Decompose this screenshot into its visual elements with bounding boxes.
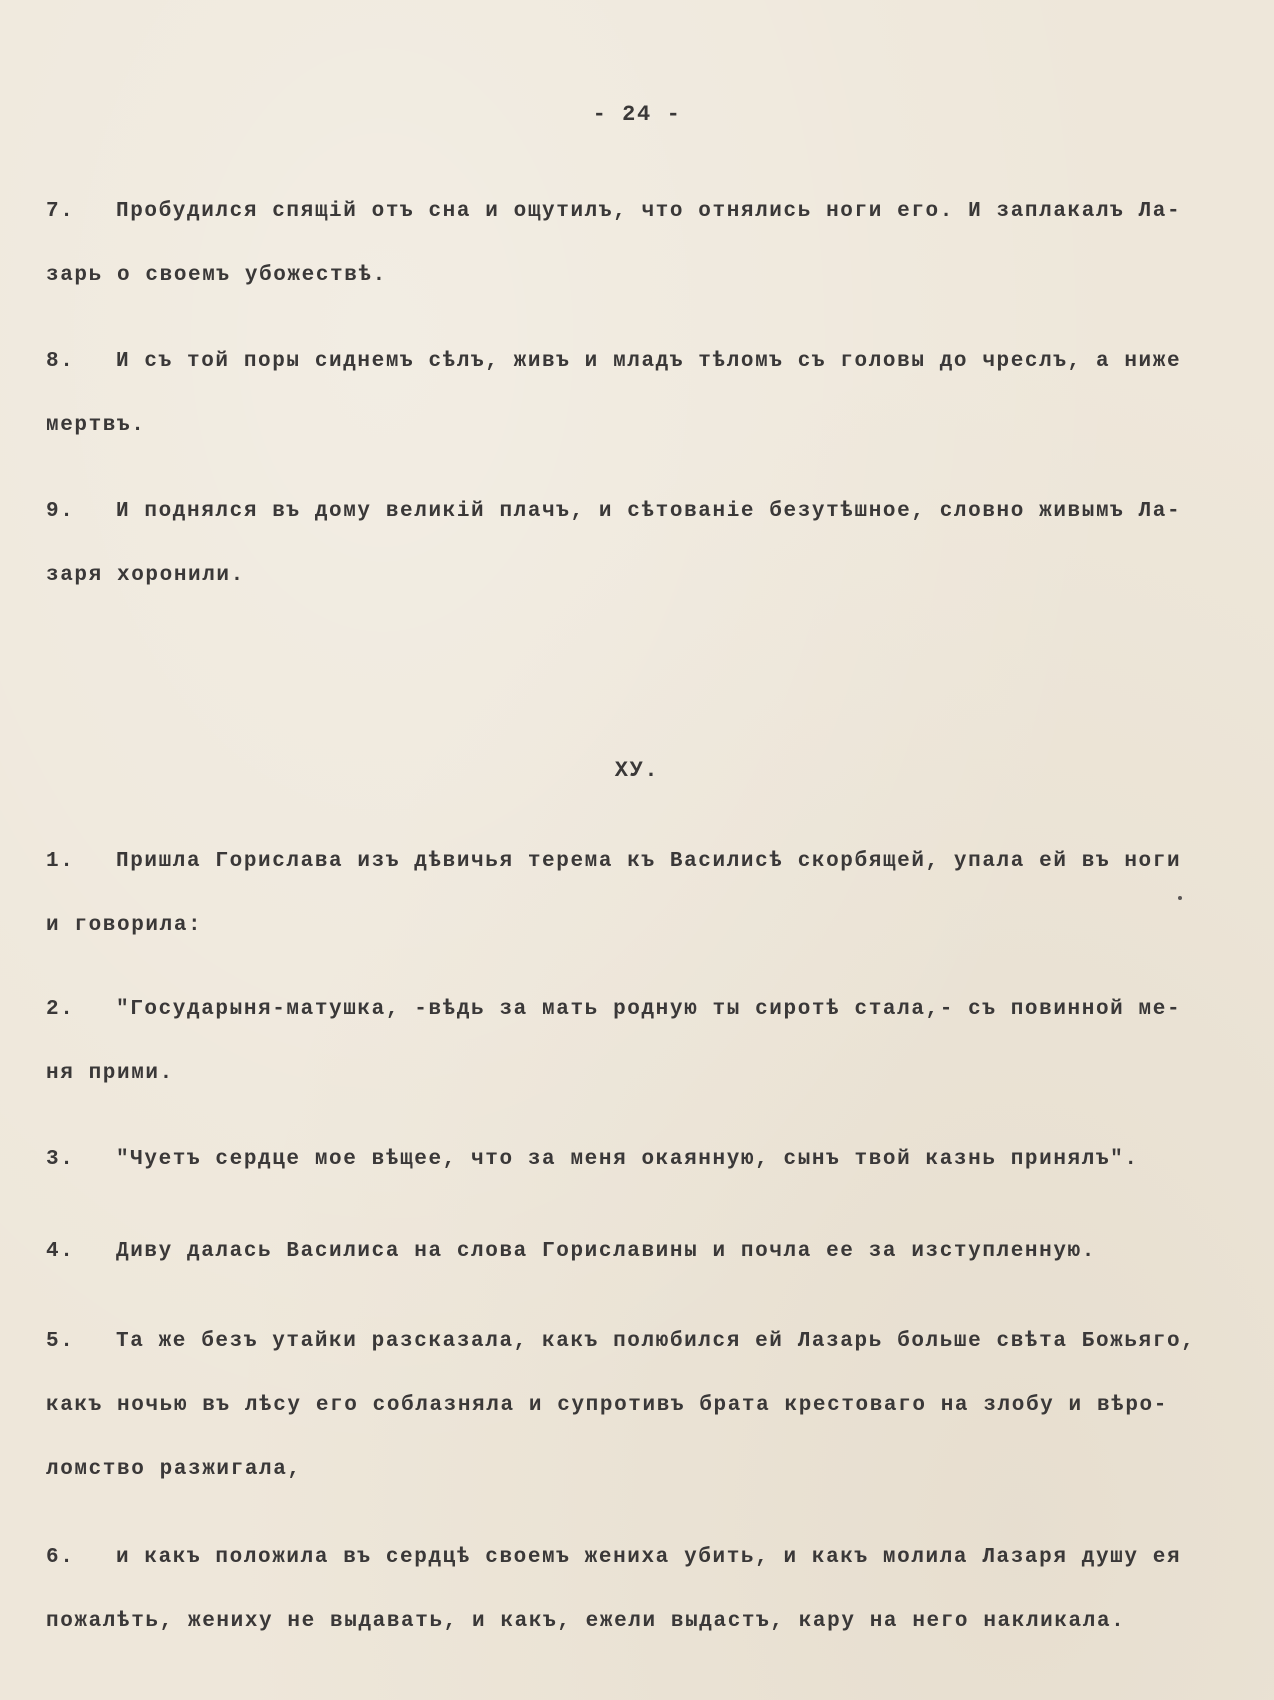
paragraph-8 — [46, 330, 1246, 458]
paragraph-number: 4. — [46, 1240, 75, 1263]
paragraph-line: какъ ночью въ лѣсу его соблазняла и супротивъ брата крестоваго на злобу и вѣро- — [46, 1394, 1168, 1417]
paragraph-line — [46, 1310, 1246, 1374]
section-paragraph-1 — [46, 830, 1246, 958]
paragraph-number: 1. — [46, 850, 75, 873]
paragraph-number: 2. — [46, 998, 75, 1021]
paragraph-number: 9. — [46, 500, 75, 523]
paragraph-text: И поднялся въ дому великій плачъ, и сѣтованіе безутѣшное, словно живымъ Ла- — [116, 500, 1182, 523]
section-paragraph-5 — [46, 1310, 1246, 1502]
paragraph-line — [46, 1128, 1246, 1192]
section-paragraph-6 — [46, 1526, 1246, 1654]
paragraph-line: и говорила: — [46, 914, 203, 937]
paragraph-number: 3. — [46, 1148, 75, 1171]
paragraph-line — [46, 330, 1246, 394]
paragraph-text: Диву далась Василиса на слова Гориславины и почла ее за изступленную. — [116, 1240, 1096, 1263]
paragraph-line: мертвъ. — [46, 414, 146, 437]
section-paragraph-3 — [46, 1128, 1246, 1192]
paragraph-number: 6. — [46, 1546, 75, 1569]
paragraph-line: пожалѣть, жениху не выдавать, и какъ, ежели выдастъ, кару на него накликала. — [46, 1610, 1126, 1633]
section-paragraph-2 — [46, 978, 1246, 1106]
ink-speck — [1178, 896, 1182, 900]
paragraph-line: зарь о своемъ убожествѣ. — [46, 264, 387, 287]
paragraph-number: 8. — [46, 350, 75, 373]
paragraph-line — [46, 830, 1246, 894]
paragraph-text: Пробудился спящій отъ сна и ощутилъ, что отнялись ноги его. И заплакалъ Ла- — [116, 200, 1182, 223]
page-number: - 24 - — [592, 102, 682, 127]
paragraph-number: 7. — [46, 200, 75, 223]
paragraph-line — [46, 1526, 1246, 1590]
section-heading: ХУ. — [614, 758, 660, 783]
paragraph-text: и какъ положила въ сердцѣ своемъ жениха убить, и какъ молила Лазаря душу ея — [116, 1546, 1182, 1569]
paragraph-text: "Чуетъ сердце мое вѣщее, что за меня окаянную, сынъ твой казнь принялъ". — [116, 1148, 1139, 1171]
paragraph-line: ня прими. — [46, 1062, 174, 1085]
paragraph-number: 5. — [46, 1330, 75, 1353]
paragraph-text: Пришла Горислава изъ дѣвичья терема къ Василисѣ скорбящей, упала ей въ ноги — [116, 850, 1182, 873]
section-paragraph-4 — [46, 1220, 1246, 1284]
paragraph-line — [46, 480, 1246, 544]
paragraph-line — [46, 978, 1246, 1042]
paragraph-text: "Государыня-матушка, -вѣдь за мать родную ты сиротѣ стала,- съ повинной ме- — [116, 998, 1182, 1021]
paragraph-text: Та же безъ утайки разсказала, какъ полюбился ей Лазарь больше свѣта Божьяго, — [116, 1330, 1196, 1353]
paragraph-text: И съ той поры сиднемъ сѣлъ, живъ и младъ тѣломъ съ головы до чреслъ, а ниже — [116, 350, 1182, 373]
paragraph-line: заря хоронили. — [46, 564, 245, 587]
paragraph-line — [46, 180, 1246, 244]
paragraph-line — [46, 1220, 1246, 1284]
paragraph-7 — [46, 180, 1246, 308]
paragraph-line: ломство разжигала, — [46, 1458, 302, 1481]
paragraph-9 — [46, 480, 1246, 608]
